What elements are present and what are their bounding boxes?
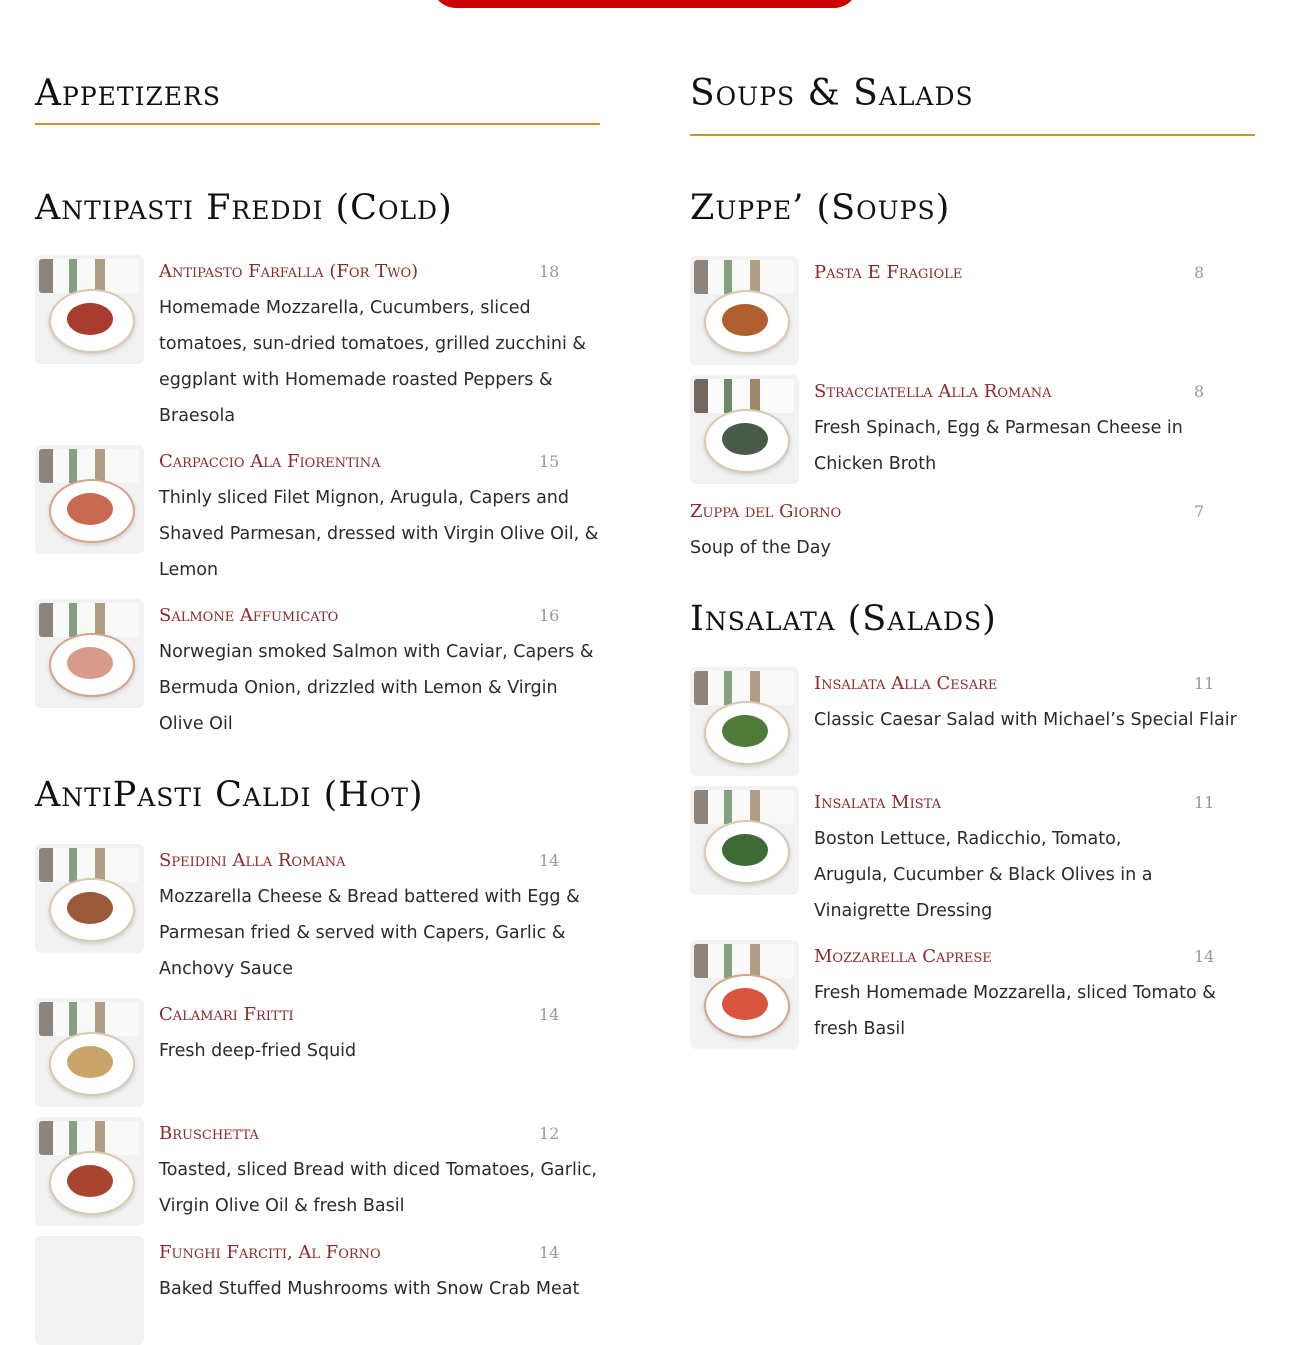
item-description: Norwegian smoked Salmon with Caviar, Capers & Bermuda Onion, drizzled with Lemon & Virgin Olive Oil xyxy=(159,642,594,734)
item-description: Mozzarella Cheese & Bread battered with Egg & Parmesan fried & served with Capers, Garlic & Anchovy Sauce xyxy=(159,887,580,979)
item-price: 18 xyxy=(539,262,560,281)
item-description: Toasted, sliced Bread with diced Tomatoes, Garlic, Virgin Olive Oil & fresh Basil xyxy=(159,1160,597,1216)
item-description: Fresh deep-fried Squid xyxy=(159,1041,357,1061)
item-price: 8 xyxy=(1194,382,1205,401)
item-name: Insalata Mista xyxy=(814,792,941,813)
item-name: Speidini Alla Romana xyxy=(159,850,346,871)
dish-photo xyxy=(690,256,799,365)
item-name: Pasta E Fragiole xyxy=(814,262,963,283)
section-title-soups-salads: Soups & Salads xyxy=(690,73,974,114)
item-price: 16 xyxy=(539,606,560,625)
item-description: Boston Lettuce, Radicchio, Tomato, Arugula, Cucumber & Black Olives in a Vinaigrette Dressing xyxy=(814,829,1153,921)
item-name: Funghi Farciti, Al Forno xyxy=(159,1242,381,1263)
item-description: Baked Stuffed Mushrooms with Snow Crab Meat xyxy=(159,1279,580,1299)
category-title-salads: Insalata (Salads) xyxy=(690,599,997,639)
item-price: 14 xyxy=(539,1005,560,1024)
item-price: 14 xyxy=(539,851,560,870)
item-price: 11 xyxy=(1194,793,1215,812)
dish-photo xyxy=(690,375,799,484)
item-price: 12 xyxy=(539,1124,560,1143)
category-title-hot: AntiPasti Caldi (Hot) xyxy=(35,775,424,815)
dish-photo xyxy=(35,255,144,364)
item-description: Thinly sliced Filet Mignon, Arugula, Capers and Shaved Parmesan, dressed with Virgin Olive Oil, & Lemon xyxy=(159,488,599,580)
item-name: Mozzarella Caprese xyxy=(814,946,992,967)
dish-photo xyxy=(35,445,144,554)
item-price: 8 xyxy=(1194,263,1205,282)
item-name: Salmone Affumicato xyxy=(159,605,339,626)
item-price: 11 xyxy=(1194,674,1215,693)
item-price: 7 xyxy=(1194,502,1205,521)
item-price: 14 xyxy=(1194,947,1215,966)
dish-photo xyxy=(35,844,144,953)
item-description: Fresh Spinach, Egg & Parmesan Cheese in Chicken Broth xyxy=(814,418,1183,474)
item-name: Stracciatella Alla Romana xyxy=(814,381,1052,402)
category-title-soups: Zuppe’ (Soups) xyxy=(690,188,951,228)
dish-photo xyxy=(35,599,144,708)
top-red-button[interactable] xyxy=(432,0,858,8)
dish-photo xyxy=(690,667,799,776)
section-title-appetizers: Appetizers xyxy=(35,73,222,114)
dish-photo xyxy=(690,786,799,895)
item-name: Bruschetta xyxy=(159,1123,259,1144)
item-description: Classic Caesar Salad with Michael’s Special Flair xyxy=(814,710,1237,730)
section-divider xyxy=(690,134,1255,136)
item-description: Homemade Mozzarella, Cucumbers, sliced tomatoes, sun-dried tomatoes, grilled zucchini & eggplant with Homemade roasted Peppers & Braesola xyxy=(159,298,587,426)
item-description: Soup of the Day xyxy=(690,538,831,558)
item-price: 15 xyxy=(539,452,560,471)
dish-photo-placeholder xyxy=(35,1236,144,1345)
dish-photo xyxy=(35,998,144,1107)
dish-photo xyxy=(690,940,799,1049)
item-description: Fresh Homemade Mozzarella, sliced Tomato & fresh Basil xyxy=(814,983,1216,1039)
item-name: Antipasto Farfalla (For Two) xyxy=(159,261,419,282)
item-name: Calamari Fritti xyxy=(159,1004,294,1025)
item-name: Zuppa del Giorno xyxy=(690,501,842,522)
dish-photo xyxy=(35,1117,144,1226)
item-name: Carpaccio Ala Fiorentina xyxy=(159,451,381,472)
item-price: 14 xyxy=(539,1243,560,1262)
section-divider xyxy=(35,123,600,125)
item-name: Insalata Alla Cesare xyxy=(814,673,998,694)
category-title-cold: Antipasti Freddi (Cold) xyxy=(35,188,453,228)
